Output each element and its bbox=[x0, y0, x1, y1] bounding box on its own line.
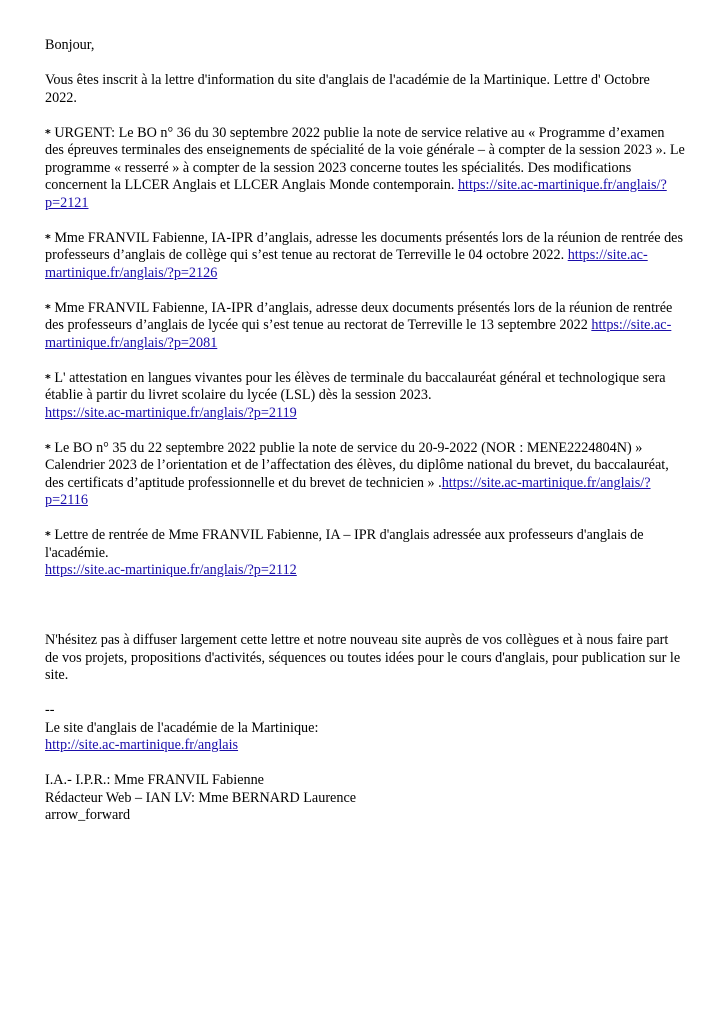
news-item-text: L' attestation en langues vivantes pour les élèves de terminale du baccalauréat général et technologique sera établie à partir du livret scolaire du lycée (LSL) dès la session 2023. bbox=[45, 369, 666, 403]
news-item-text: Lettre de rentrée de Mme FRANVIL Fabienne, IA – IPR d'anglais adressée aux professeurs d'anglais de l'académie. bbox=[45, 527, 644, 561]
news-item-text: Mme FRANVIL Fabienne, IA-IPR d’anglais, adresse les documents présentés lors de la réunion de rentrée des professeurs d’anglais de collège qui s’est tenue au rectorat de Terreville le 04 octobre 2022. bbox=[45, 229, 683, 263]
news-item-text: Le BO n° 35 du 22 septembre 2022 publie la note de service du 20-9-2022 (NOR : MENE2224804N) » Calendrier 2023 de l’orientation et de l’affectation des élèves, du diplôme national du brevet, du baccalauréat, des certificats d’aptitude professionnelle et du brevet de technicien » . bbox=[45, 439, 669, 491]
news-item bbox=[45, 300, 685, 353]
signature-separator: -- bbox=[45, 702, 55, 718]
news-item bbox=[45, 527, 685, 580]
news-item bbox=[45, 370, 685, 423]
news-item bbox=[45, 125, 685, 213]
bullet-icon: * bbox=[45, 441, 51, 455]
letter-page bbox=[45, 37, 685, 825]
signature-site bbox=[45, 702, 685, 755]
news-item bbox=[45, 230, 685, 283]
intro-paragraph: Vous êtes inscrit à la lettre d'information du site d'anglais de l'académie de la Martinique. Lettre d' Octobre 2022. bbox=[45, 72, 650, 106]
news-item-link[interactable]: https://site.ac-martinique.fr/anglais/?p=2116 bbox=[45, 474, 651, 508]
bullet-icon: * bbox=[45, 529, 51, 542]
signature-people bbox=[45, 772, 685, 825]
bullet-icon: * bbox=[45, 371, 51, 385]
redacteur-line: Rédacteur Web – IAN LV: Mme BERNARD Laurence bbox=[45, 789, 357, 806]
site-link[interactable]: http://site.ac-martinique.fr/anglais bbox=[45, 737, 239, 753]
bullet-icon: * bbox=[45, 301, 51, 315]
site-label: Le site d'anglais de l'académie de la Martinique: bbox=[45, 719, 319, 736]
greeting: Bonjour, bbox=[45, 37, 95, 53]
news-item-link[interactable]: https://site.ac-martinique.fr/anglais/?p=2121 bbox=[45, 177, 667, 211]
ipr-line: I.A.- I.P.R.: Mme FRANVIL Fabienne bbox=[45, 772, 264, 788]
bullet-icon: * bbox=[45, 231, 51, 245]
closing-paragraph: N'hésitez pas à diffuser largement cette lettre et notre nouveau site auprès de vos collègues et à nous faire part de vos projets, propositions d'activités, séquences ou toutes idées pour le cours d'anglais, pour publication sur le site. bbox=[45, 632, 681, 683]
news-item-link[interactable]: https://site.ac-martinique.fr/anglais/?p=2119 bbox=[45, 404, 297, 421]
news-item-link[interactable]: https://site.ac-martinique.fr/anglais/?p=2112 bbox=[45, 562, 297, 578]
news-item-link[interactable]: https://site.ac-martinique.fr/anglais/?p=2081 bbox=[45, 317, 672, 351]
news-item bbox=[45, 440, 685, 510]
news-item-text: Mme FRANVIL Fabienne, IA-IPR d’anglais, adresse deux documents présentés lors de la réunion de rentrée des professeurs d’anglais de lycée qui s’est tenue au rectorat de Terreville le 13 septembre 2022 bbox=[45, 299, 673, 333]
news-item-text: URGENT: Le BO n° 36 du 30 septembre 2022 publie la note de service relative au « Programme d’examen des épreuves terminales des enseignements de spécialité de la voie générale – à compter de la session 2023 ». Le programme « resserré » à compter de la session 2023 concerne toutes les spécialités. Des modifications concernent la LLCER Anglais et LLCER Anglais Monde contemporain. bbox=[45, 124, 685, 193]
news-item-link[interactable]: https://site.ac-martinique.fr/anglais/?p=2126 bbox=[45, 247, 648, 281]
bullet-icon: * bbox=[45, 126, 51, 140]
arrow-forward-icon: arrow_forward bbox=[45, 807, 131, 823]
